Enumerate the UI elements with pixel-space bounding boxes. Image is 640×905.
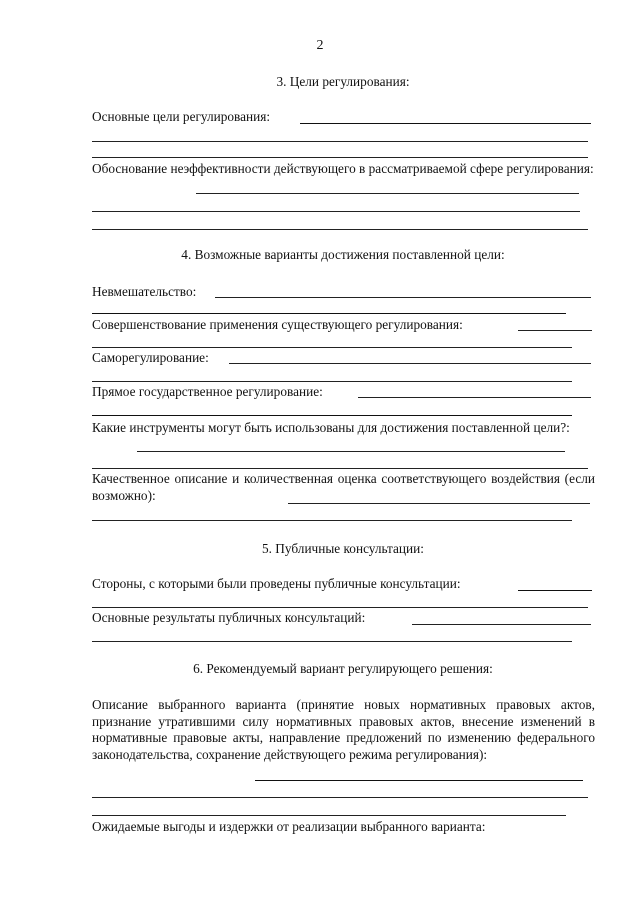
results-field-line[interactable] — [412, 624, 591, 625]
improvement-label: Совершенствование применения существующего регулирования: — [92, 317, 463, 332]
instruments-field-line[interactable] — [137, 451, 565, 452]
self-regulation-label: Саморегулирование: — [92, 350, 209, 365]
direct-regulation-field-line[interactable] — [92, 415, 572, 416]
assessment-field-line[interactable] — [92, 520, 572, 521]
description-field-line[interactable] — [255, 780, 583, 781]
self-regulation-field-line[interactable] — [92, 381, 572, 382]
non-intervention-field-line[interactable] — [92, 313, 566, 314]
goals-field-line[interactable] — [92, 157, 588, 158]
description-field-line[interactable] — [92, 815, 566, 816]
justification-field-line[interactable] — [92, 229, 588, 230]
non-intervention-label: Невмешательство: — [92, 284, 197, 299]
description-label: Описание выбранного варианта (принятие новых нормативных правовых актов, признание утратившими силу нормативных правовых актов, внесение изменений в нормативные правовые акты, направление предложений по изменению федерального законодательства, сохранение действующего режима регулирования): — [92, 697, 595, 763]
direct-regulation-field-line[interactable] — [358, 397, 591, 398]
results-label: Основные результаты публичных консультаций: — [92, 610, 366, 625]
assessment-field-line[interactable] — [288, 503, 590, 504]
page-number: 2 — [316, 38, 324, 53]
self-regulation-field-line[interactable] — [229, 363, 591, 364]
direct-regulation-label: Прямое государственное регулирование: — [92, 384, 323, 399]
justification-field-line[interactable] — [196, 193, 579, 194]
justification-field-line[interactable] — [92, 211, 580, 212]
parties-label: Стороны, с которыми были проведены публичные консультации: — [92, 576, 461, 591]
section-3-title: 3. Цели регулирования: — [276, 74, 410, 89]
non-intervention-field-line[interactable] — [215, 297, 591, 298]
improvement-field-line[interactable] — [518, 330, 592, 331]
section-6-title: 6. Рекомендуемый вариант регулирующего решения: — [193, 661, 493, 676]
assessment-label: Качественное описание и количественная оценка соответствующего воздействия (если возможно): — [92, 471, 595, 503]
improvement-field-line[interactable] — [92, 347, 572, 348]
benefits-label: Ожидаемые выгоды и издержки от реализации выбранного варианта: — [92, 819, 486, 834]
section-4-title: 4. Возможные варианты достижения поставленной цели: — [181, 247, 505, 262]
goals-field-line[interactable] — [300, 123, 591, 124]
instruments-field-line[interactable] — [92, 468, 588, 469]
instruments-label: Какие инструменты могут быть использованы для достижения поставленной цели?: — [92, 420, 570, 435]
section-5-title: 5. Публичные консультации: — [262, 541, 424, 556]
justification-label: Обоснование неэффективности действующего в рассматриваемой сфере регулирования: — [92, 161, 594, 176]
results-field-line[interactable] — [92, 641, 572, 642]
goals-label: Основные цели регулирования: — [92, 109, 271, 124]
description-field-line[interactable] — [92, 797, 588, 798]
goals-field-line[interactable] — [92, 141, 588, 142]
parties-field-line[interactable] — [92, 607, 588, 608]
parties-field-line[interactable] — [518, 590, 592, 591]
